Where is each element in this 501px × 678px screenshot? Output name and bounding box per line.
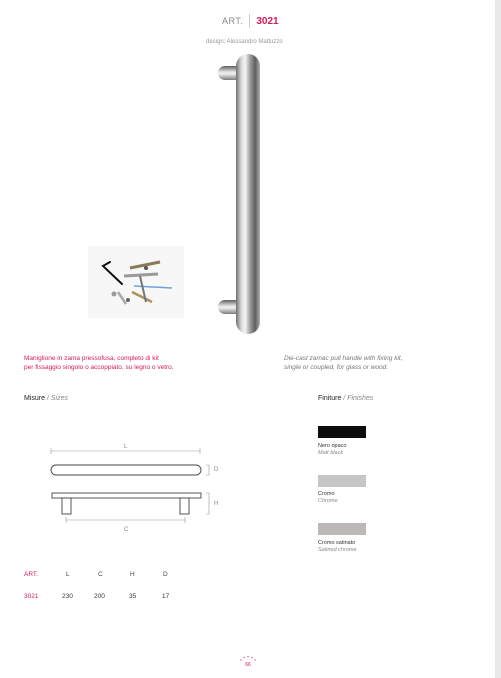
sizes-title-en: Sizes xyxy=(50,395,68,402)
screw-3 xyxy=(132,292,152,302)
cell-c: 200 xyxy=(94,593,105,600)
col-header-art: ART. xyxy=(24,571,38,578)
cell-d: 17 xyxy=(162,593,170,600)
col-header-l: L xyxy=(66,571,70,578)
article-header xyxy=(222,14,279,28)
handle-illustration xyxy=(214,54,264,336)
finish-en-chrome: Chrome xyxy=(318,498,338,504)
description-en-line-1: Die-cast zamac pull handle with fixing kit, xyxy=(284,355,403,362)
handle-side-bar xyxy=(52,493,201,498)
page-number-dots xyxy=(236,654,260,662)
description-italian xyxy=(24,354,244,372)
dimension-diagram xyxy=(40,415,230,540)
swatch-satined-chrome xyxy=(318,523,366,535)
finishes-title-en: Finishes xyxy=(347,395,374,402)
dimension-label-h: H xyxy=(214,501,219,507)
handle-bar xyxy=(236,54,260,334)
cell-art: 3021 xyxy=(24,593,39,600)
col-header-d: D xyxy=(163,571,168,578)
threaded-rod xyxy=(134,286,172,288)
washer-1 xyxy=(112,292,117,297)
page-number xyxy=(236,654,260,668)
swatch-matt-black xyxy=(318,426,366,438)
sizes-title-sep: / xyxy=(45,395,51,402)
finishes-title-it: Finiture xyxy=(318,395,342,402)
finish-name-chrome: Cromo xyxy=(318,491,335,497)
page-edge xyxy=(495,0,501,678)
dimension-line-h xyxy=(206,493,209,514)
fixing-kit-drawing xyxy=(88,246,184,318)
handle-side-post-right xyxy=(180,498,189,514)
nut xyxy=(144,266,148,270)
cell-l: 230 xyxy=(62,593,73,600)
description-it-line-1: Maniglione in zama pressofusa, completo di kit xyxy=(24,355,159,362)
col-header-c: C xyxy=(98,571,103,578)
page-number-text: 66 xyxy=(245,662,251,668)
handle-top-view xyxy=(51,465,201,475)
screw-2 xyxy=(124,274,158,276)
description-it-line-2: per fissaggio singolo o accoppiato, su legno o vetro. xyxy=(24,364,174,371)
swatch-chrome xyxy=(318,475,366,487)
finish-en-matt-black: Matt black xyxy=(318,450,344,456)
description-english xyxy=(284,354,474,372)
designer-credit: design: Alessandro Mattuzzo xyxy=(206,39,283,45)
article-label: ART. xyxy=(222,16,244,26)
dimension-label-c: C xyxy=(124,527,129,533)
description-en-line-2: single or coupled, for glass or wood. xyxy=(284,364,389,371)
col-header-h: H xyxy=(130,571,135,578)
cell-h: 35 xyxy=(129,593,137,600)
sizes-heading xyxy=(24,395,68,402)
dimension-line-d xyxy=(206,465,209,475)
finish-en-satined-chrome: Satined chrome xyxy=(318,547,357,553)
dimension-label-l: L xyxy=(124,444,128,450)
dimension-label-d: D xyxy=(214,467,219,473)
finish-name-matt-black: Nero opaco xyxy=(318,443,347,449)
finishes-heading xyxy=(318,395,373,402)
washer-2 xyxy=(126,298,130,302)
handle-side-post-left xyxy=(62,498,71,514)
header-divider xyxy=(249,14,250,28)
allen-key xyxy=(103,262,122,284)
sizes-title-it: Misure xyxy=(24,395,46,402)
finishes-title-sep: / xyxy=(341,395,348,402)
finish-name-satined-chrome: Cromo satinato xyxy=(318,540,356,546)
fixing-kit-image xyxy=(88,246,184,318)
screw-4 xyxy=(118,292,126,304)
dimension-drawing xyxy=(40,415,230,540)
article-number: 3021 xyxy=(256,15,279,27)
